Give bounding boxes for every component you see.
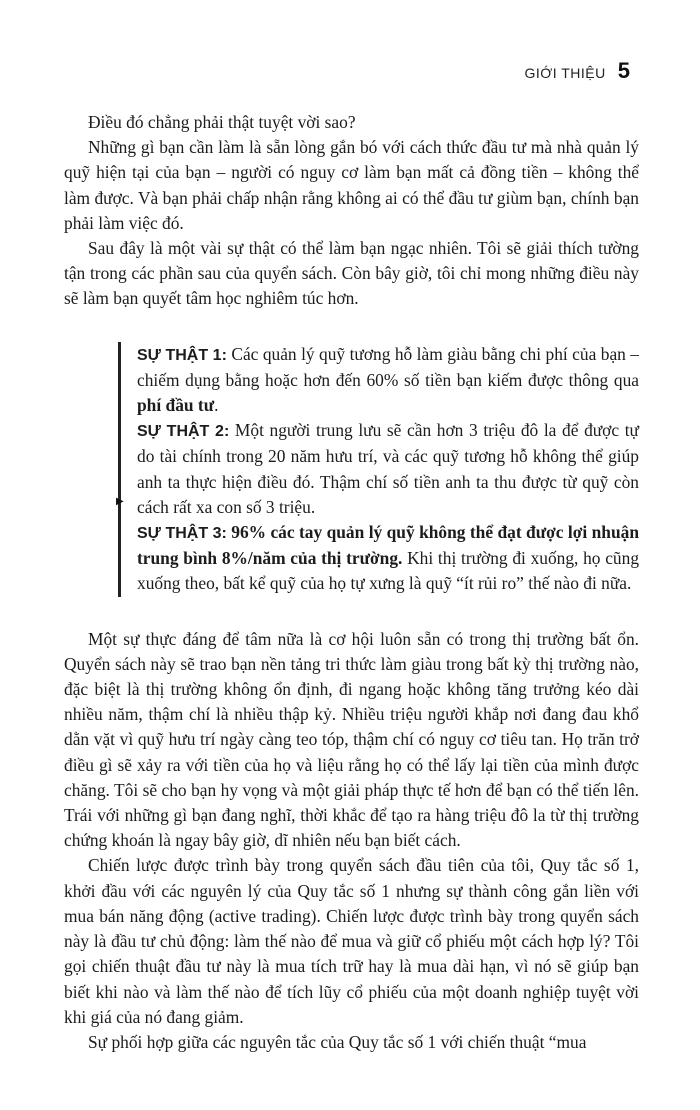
paragraph-5: Chiến lược được trình bày trong quyển sách đầu tiên của tôi, Quy tắc số 1, khởi đầu với các nguyên lý của Quy tắc số 1 nhưng sự thành công gắn liền với mua bán năng động (active trading). Chiến lược được trình bày trong quyển sách này là đầu tư chủ động: làm thế nào để mua và giữ cổ phiếu một cách hợp lý? Tôi gọi chiến thuật đầu tư này là mua tích trữ hay là mua dài hạn, vì nó sẽ giúp bạn biết khi nào và làm thế nào để tích lũy cổ phiếu của một doanh nghiệp tuyệt vời khi giá của nó đang giảm. [64, 855, 639, 1027]
fact-2-label: SỰ THẬT 2: [137, 423, 230, 441]
fact-2-text: Một người trung lưu sẽ cần hơn 3 triệu đô la để được tự do tài chính trong 20 năm hưu trí, và các quỹ tương hỗ không thể giúp anh ta thực hiện điều đó. Thậm chí số tiền anh ta thu được từ quỹ còn cách rất xa con số 3 triệu. [137, 420, 639, 517]
page-number: 5 [617, 58, 630, 83]
paragraph-2: Những gì bạn cần làm là sẵn lòng gắn bó với cách thức đầu tư mà nhà quản lý quỹ hiện tại của bạn – người có nguy cơ làm bạn mất cả đồng tiền – không thể làm được. Và bạn phải chấp nhận rằng không ai có thể đầu tư giùm bạn, chính bạn phải làm việc đó. [64, 137, 639, 233]
fact-1-text: Các quản lý quỹ tương hỗ làm giàu bằng chi phí của bạn – chiếm dụng bằng hoặc hơn đến 60% số tiền bạn kiếm được thông qua [137, 343, 639, 390]
paragraph-6: Sự phối hợp giữa các nguyên tắc của Quy tắc số 1 với chiến thuật “mua [88, 1031, 587, 1052]
triangle-marker-icon: ▶ [116, 495, 124, 507]
running-header [524, 58, 630, 84]
section-title: GIỚI THIỆU [524, 65, 606, 81]
fact-3-emphasis: 96% các tay quản lý quỹ không thể đạt được lợi nhuận trung bình 8%/năm của thị trường. [137, 522, 639, 569]
fact-2 [137, 418, 639, 520]
paragraph-1: Điều đó chẳng phải thật tuyệt vời sao? [88, 112, 356, 132]
fact-1-end: . [214, 395, 219, 416]
fact-3-label: SỰ THẬT 3: [137, 525, 227, 543]
paragraph-4: Một sự thực đáng để tâm nữa là cơ hội luôn sẵn có trong thị trường bất ổn. Quyển sách này sẽ trao bạn nền tảng tri thức làm giàu trong bất kỳ thị trường nào, đặc biệt là thị trường không ổn định, đi ngang hoặc không tăng trưởng kéo dài nhiều năm, thậm chí là nhiều thập kỷ. Nhiều triệu người khắp nơi đang đau khổ dằn vặt vì quỹ hưu trí ngày càng teo tóp, thậm chí có nguy cơ tiêu tan. Họ trăn trở điều gì sẽ xảy ra với tiền của họ và liệu rằng họ có thể lấy lại tiền của mình được chăng. Tôi sẽ cho bạn hy vọng và một giải pháp thực tế hơn để bạn có thể tiến lên. Trái với những gì bạn đang nghĩ, thời khắc để tạo ra hàng triệu đô la từ thị trường chứng khoán là ngay bây giờ, dĩ nhiên nếu bạn biết cách. [64, 628, 639, 851]
fact-3 [137, 520, 639, 597]
paragraph-3: Sau đây là một vài sự thật có thể làm bạn ngạc nhiên. Tôi sẽ giải thích tường tận trong các phần sau của quyển sách. Còn bây giờ, tôi chỉ mong những điều này sẽ làm bạn quyết tâm học nghiêm túc hơn. [64, 238, 639, 309]
fact-1-label: SỰ THẬT 1: [137, 346, 227, 364]
facts-callout [118, 342, 639, 597]
page-body [64, 110, 639, 1055]
fact-1 [137, 342, 639, 419]
fact-3-text: Khi thị trường đi xuống, họ cũng xuống theo, bất kể quỹ của họ tự xưng là quỹ “ít rủi ro” thế nào đi nữa. [137, 548, 640, 594]
fact-1-emphasis: phí đầu tư [137, 395, 215, 416]
